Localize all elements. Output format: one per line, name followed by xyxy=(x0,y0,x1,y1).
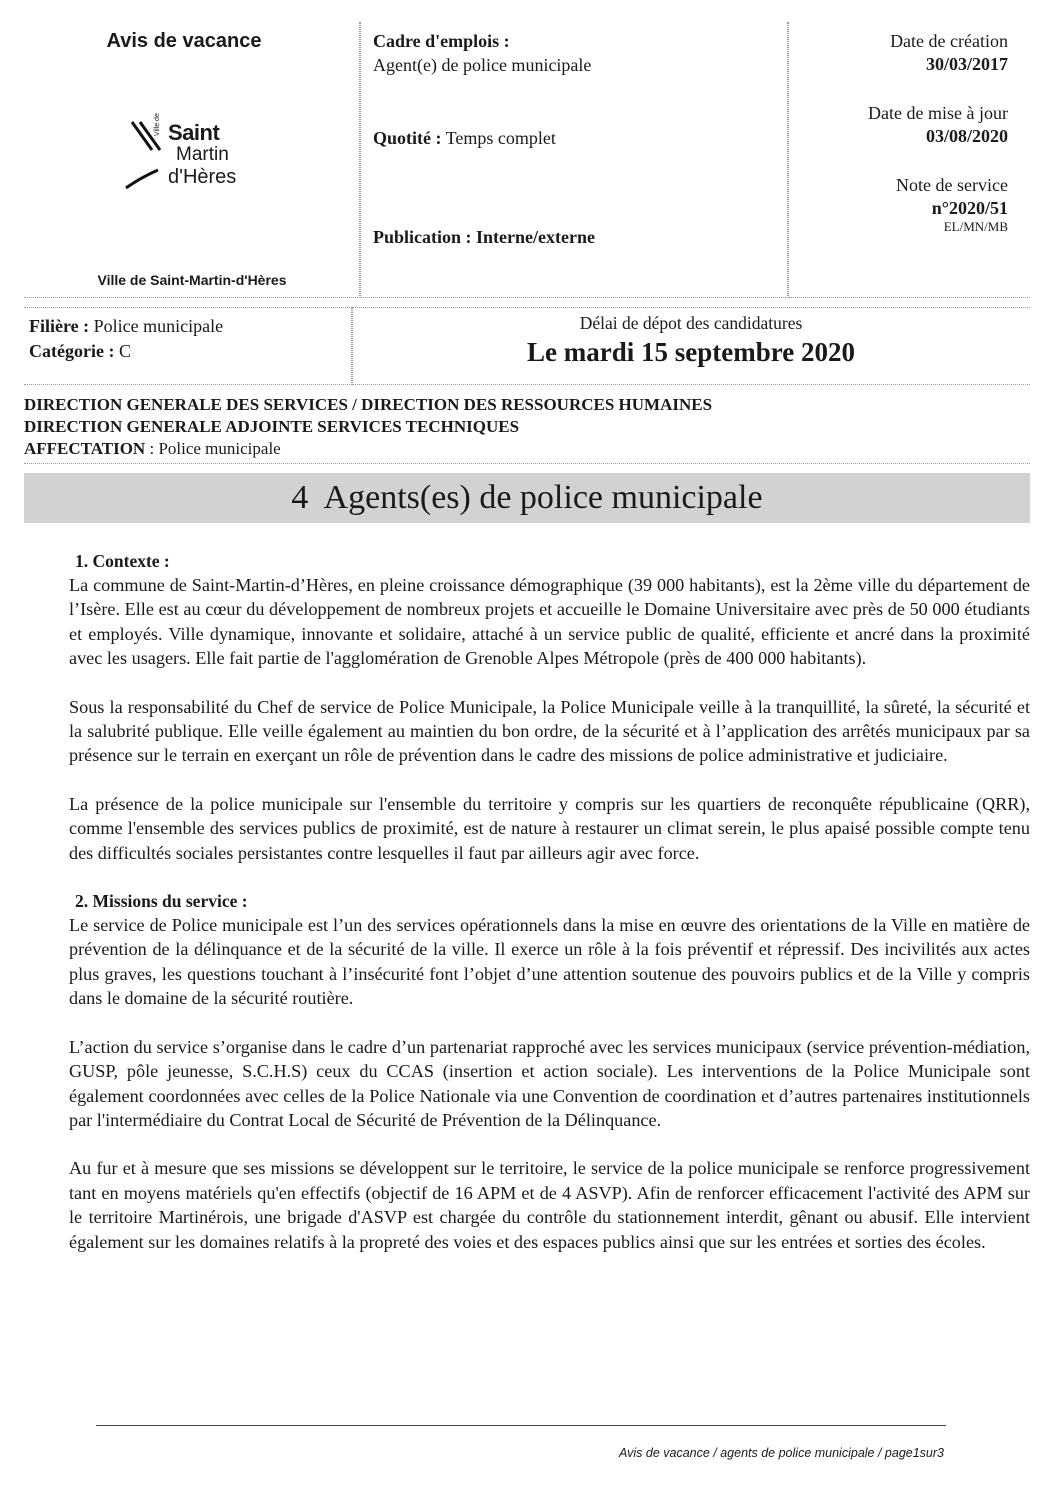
note-initials: EL/MN/MB xyxy=(943,219,1008,234)
affectation-value: : Police municipale xyxy=(149,439,281,458)
logo-line1: Saint xyxy=(168,120,220,145)
categorie-value: C xyxy=(118,341,131,361)
quotite-value: Temps complet xyxy=(445,128,556,148)
filiere xyxy=(29,316,223,337)
affectation xyxy=(24,439,281,459)
page-title: Avis de vacance xyxy=(106,30,262,52)
categorie-label: Catégorie : xyxy=(29,341,115,361)
direction-line2: DIRECTION GENERALE ADJOINTE SERVICES TECHNIQUES xyxy=(24,417,520,436)
section-missions-title: 2. Missions du service : xyxy=(75,891,248,912)
update-label: Date de mise à jour xyxy=(868,103,1008,123)
affectation-label: AFFECTATION xyxy=(24,439,146,458)
city-logo xyxy=(118,108,268,198)
document-body xyxy=(69,549,1030,1254)
contexte-paragraph-2: Sous la responsabilité du Chef de service de Police Municipale, la Police Municipale veille à la tranquillité, la sûreté, la sécurité et la salubrité publique. Elle veille également au maintien du bon ordre, de la sécurité et à l’application des arrêtés municipaux par sa présence sur le terrain en exerçant un rôle de prévention dans le cadre des missions de police administrative et judiciaire. xyxy=(69,696,1030,766)
banner-title: 4 Agents(es) de police municipale xyxy=(291,479,763,516)
footer-rule xyxy=(96,1425,946,1426)
direction-line1: DIRECTION GENERALE DES SERVICES / DIRECTION DES RESSOURCES HUMAINES xyxy=(24,395,713,414)
note-number: n°2020/51 xyxy=(931,198,1008,218)
update-date: 03/08/2020 xyxy=(925,126,1008,146)
right-header xyxy=(792,30,1008,234)
categorie xyxy=(29,341,131,362)
creation-date: 30/03/2017 xyxy=(925,54,1008,74)
missions-paragraph-3: Au fur et à mesure que ses missions se développent sur le territoire, le service de la police municipale se renforce progressivement tant en moyens matériels qu'en effectifs (objectif de 16 APM et de 4 ASVP). Afin de renforcer efficacement l'activité des APM sur le territoire Martinérois, une brigade d'ASVP est chargée du contrôle du stationnement interdit, gênant ou abusif. Elle intervient également sur les domaines relatifs à la propreté des voies et des espaces publics ainsi que sur les entrées et sorties des écoles. xyxy=(69,1158,1030,1252)
delai-date: Le mardi 15 septembre 2020 xyxy=(527,337,855,367)
quotite xyxy=(373,128,556,149)
contexte-paragraph-3: La présence de la police municipale sur l'ensemble du territoire y compris sur les quartiers de reconquête républicaine (QRR), comme l'ensemble des services publics de proximité, est de nature à restaurer un climat serein, le plus apaisé possible compte tenu des difficultés sociales persistantes contre lesquelles il faut par ailleurs agir avec force. xyxy=(69,793,1030,863)
missions-paragraph-1: Le service de Police municipale est l’un des services opérationnels dans la mise en œuvre des orientations de la Ville en matière de prévention de la délinquance et de la sécurité de la ville. Il exerce un rôle à la fois préventif et répressif. Des incivilités aux actes plus graves, les questions touchant à l’insécurité font l’objet d’une attention soutenue des pouvoirs publics et de la Ville y compris dans le domaine de la sécurité routière. xyxy=(69,915,1030,1009)
filiere-label: Filière : xyxy=(29,316,90,336)
cadre-label: Cadre d'emplois : xyxy=(373,31,510,51)
logo-vertical-text: Ville de xyxy=(154,113,161,136)
cadre-value: Agent(e) de police municipale xyxy=(373,55,592,75)
logo-line2: Martin xyxy=(176,144,229,165)
quotite-label: Quotité : xyxy=(373,128,442,148)
direction-divider xyxy=(24,463,1030,464)
note-label: Note de service xyxy=(896,175,1008,195)
creation-label: Date de création xyxy=(890,31,1008,51)
delai-label: Délai de dépot des candidatures xyxy=(579,313,803,333)
section-contexte-title: 1. Contexte : xyxy=(75,551,170,571)
filiere-value: Police municipale xyxy=(93,316,224,336)
footer-text: Avis de vacance / agents de police municipale / page1sur3 xyxy=(619,1446,944,1460)
publication: Publication : Interne/externe xyxy=(373,227,595,247)
city-name: Ville de Saint-Martin-d'Hères xyxy=(97,272,287,288)
logo-line3: d'Hères xyxy=(168,166,237,188)
contexte-paragraph-1: La commune de Saint-Martin-d’Hères, en pleine croissance démographique (39 000 habitants), est la 2ème ville du département de l’Isère. Elle est au cœur du développement de nombreux projets et accueille le Domaine Universitaire avec près de 50 000 étudiants et employés. Ville dynamique, innovante et solidaire, attaché à un service public de qualité, efficiente et ancré dans la proximité avec les usagers. Elle fait partie de l'agglomération de Grenoble Alpes Métropole (près de 400 000 habitants). xyxy=(69,575,1030,669)
missions-paragraph-2: L’action du service s’organise dans le cadre d’un partenariat rapproché avec les services municipaux (service prévention-médiation, GUSP, pôle jeunesse, S.C.H.S) ceux du CCAS (insertion et action sociale). Les interventions de la Police Municipale sont également coordonnées avec celles de la Police Nationale via une Convention de coordination et d’autres partenaires institutionnels par l'intermédiaire du Contrat Local de Sécurité de Prévention de la Délinquance. xyxy=(69,1036,1030,1130)
